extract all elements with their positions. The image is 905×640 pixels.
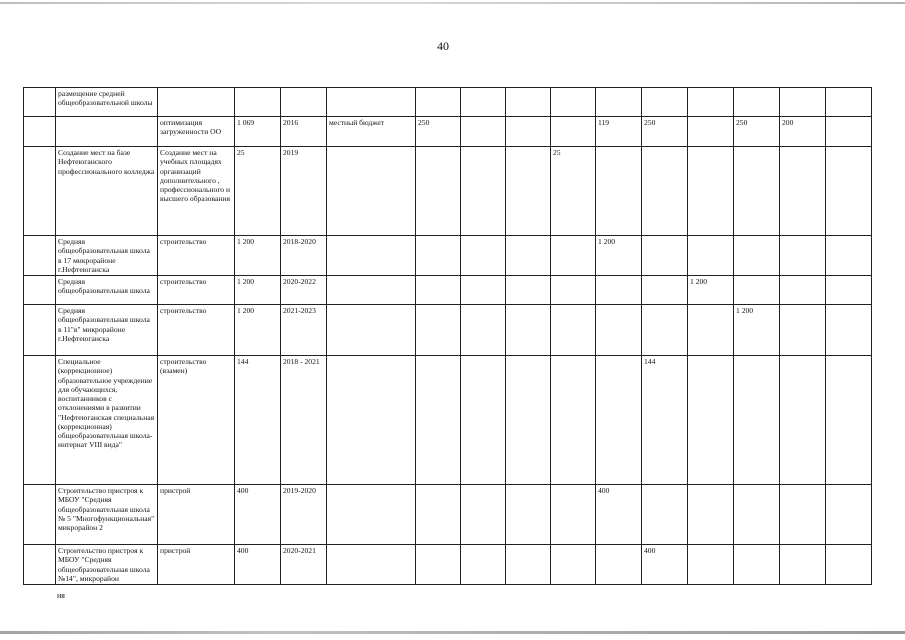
value-cell	[734, 236, 780, 276]
value-cell	[416, 545, 461, 585]
value-cell	[688, 117, 734, 147]
value-cell	[461, 305, 506, 356]
value-cell	[596, 545, 642, 585]
scan-edge-bottom	[0, 631, 905, 634]
value-cell	[506, 147, 551, 236]
value-cell	[416, 88, 461, 117]
object-name-cell: Средняя общеобразовательная школа в 17 микрорайоне г.Нефтеюганска	[56, 236, 158, 276]
value-cell: 25	[551, 147, 596, 236]
period-cell: 2020-2021	[281, 545, 327, 585]
value-cell	[506, 276, 551, 305]
period-cell: 2016	[281, 117, 327, 147]
value-cell: 200	[780, 117, 826, 147]
value-cell	[506, 305, 551, 356]
value-cell	[642, 88, 688, 117]
funding-source-cell	[327, 236, 416, 276]
capacity-cell: 144	[235, 356, 281, 485]
row-blank-cell	[24, 236, 56, 276]
object-name-cell: Создание мест на базе Нефтеюганского профессионального колледжа	[56, 147, 158, 236]
value-cell	[416, 305, 461, 356]
funding-source-cell	[327, 305, 416, 356]
value-cell	[780, 276, 826, 305]
funding-source-cell	[327, 356, 416, 485]
footer-text: ия	[57, 591, 65, 600]
value-cell	[461, 147, 506, 236]
value-cell	[551, 236, 596, 276]
value-cell	[780, 545, 826, 585]
value-cell	[642, 147, 688, 236]
row-blank-cell	[24, 276, 56, 305]
value-cell	[461, 236, 506, 276]
value-cell	[642, 236, 688, 276]
measure-cell: пристрой	[158, 545, 235, 585]
value-cell	[688, 88, 734, 117]
funding-source-cell	[327, 147, 416, 236]
value-cell	[734, 276, 780, 305]
object-name-cell: Специальное (коррекционное) образовательное учреждение для обучающихся, воспитанников с отклонениями в развитии "Нефтеюганская специальная (коррекционная) общеобразовательная школа-интернат VIII вида"	[56, 356, 158, 485]
capacity-cell: 1 200	[235, 236, 281, 276]
measure-cell: строительство	[158, 276, 235, 305]
measure-cell: Создание мест на учебных площадях организаций дополнительного , профессионального и высшего образования	[158, 147, 235, 236]
value-cell	[461, 485, 506, 545]
table-row	[24, 305, 872, 356]
value-cell: 144	[642, 356, 688, 485]
value-cell	[688, 356, 734, 485]
value-cell	[734, 485, 780, 545]
value-cell	[551, 356, 596, 485]
value-cell	[506, 485, 551, 545]
value-cell	[642, 276, 688, 305]
value-cell	[734, 88, 780, 117]
table-row	[24, 356, 872, 485]
capacity-cell	[235, 88, 281, 117]
value-cell	[688, 305, 734, 356]
table-row	[24, 147, 872, 236]
value-cell: 400	[596, 485, 642, 545]
value-cell: 1 200	[688, 276, 734, 305]
value-cell	[416, 236, 461, 276]
capacity-cell: 400	[235, 545, 281, 585]
capacity-cell: 1 200	[235, 276, 281, 305]
period-cell: 2021-2023	[281, 305, 327, 356]
value-cell	[551, 545, 596, 585]
value-cell	[551, 276, 596, 305]
object-name-cell: Средняя общеобразовательная школа	[56, 276, 158, 305]
row-blank-cell	[24, 88, 56, 117]
measure-cell	[158, 88, 235, 117]
value-cell	[506, 236, 551, 276]
period-cell: 2018 - 2021	[281, 356, 327, 485]
value-cell	[688, 485, 734, 545]
value-cell	[734, 356, 780, 485]
capacity-cell: 1 200	[235, 305, 281, 356]
period-cell: 2020-2022	[281, 276, 327, 305]
funding-source-cell	[327, 276, 416, 305]
value-cell	[826, 485, 872, 545]
row-blank-cell	[24, 117, 56, 147]
funding-source-cell: местный бюджет	[327, 117, 416, 147]
measure-cell: строительство	[158, 305, 235, 356]
value-cell	[416, 356, 461, 485]
funding-source-cell	[327, 88, 416, 117]
value-cell: 250	[416, 117, 461, 147]
value-cell	[461, 117, 506, 147]
value-cell	[826, 356, 872, 485]
value-cell	[780, 356, 826, 485]
funding-source-cell	[327, 485, 416, 545]
capacity-cell: 25	[235, 147, 281, 236]
value-cell	[416, 276, 461, 305]
value-cell	[506, 545, 551, 585]
value-cell	[551, 88, 596, 117]
value-cell	[596, 147, 642, 236]
value-cell	[688, 147, 734, 236]
value-cell: 250	[734, 117, 780, 147]
value-cell	[596, 276, 642, 305]
value-cell	[734, 147, 780, 236]
row-blank-cell	[24, 545, 56, 585]
value-cell	[642, 485, 688, 545]
row-blank-cell	[24, 485, 56, 545]
value-cell	[416, 147, 461, 236]
table-row	[24, 117, 872, 147]
value-cell	[506, 88, 551, 117]
value-cell	[688, 545, 734, 585]
value-cell	[826, 305, 872, 356]
value-cell	[461, 276, 506, 305]
page-number: 40	[437, 39, 449, 53]
table-row	[24, 276, 872, 305]
value-cell	[551, 117, 596, 147]
measure-cell: строительство (взамен)	[158, 356, 235, 485]
value-cell	[506, 117, 551, 147]
object-name-cell: Строительство пристроя к МБОУ "Средняя общеобразовательная школа № 5 "Многофункциональная" микрорайон 2	[56, 485, 158, 545]
value-cell	[551, 305, 596, 356]
value-cell	[596, 305, 642, 356]
value-cell	[826, 236, 872, 276]
table-row	[24, 88, 872, 117]
object-name-cell: Строительство пристроя к МБОУ "Средняя общеобразовательная школа №14", микрорайон	[56, 545, 158, 585]
value-cell	[416, 485, 461, 545]
value-cell: 400	[642, 545, 688, 585]
table-row	[24, 485, 872, 545]
object-name-cell: размещение средней общеобразовательной школы	[56, 88, 158, 117]
table-row	[24, 236, 872, 276]
value-cell	[780, 305, 826, 356]
value-cell	[826, 147, 872, 236]
value-cell	[826, 88, 872, 117]
measure-cell: пристрой	[158, 485, 235, 545]
value-cell	[461, 356, 506, 485]
period-cell: 2019	[281, 147, 327, 236]
value-cell	[506, 356, 551, 485]
object-name-cell	[56, 117, 158, 147]
value-cell	[461, 88, 506, 117]
value-cell	[461, 545, 506, 585]
capacity-cell: 400	[235, 485, 281, 545]
value-cell	[780, 236, 826, 276]
value-cell	[551, 485, 596, 545]
row-blank-cell	[24, 356, 56, 485]
value-cell	[642, 305, 688, 356]
value-cell	[780, 485, 826, 545]
row-blank-cell	[24, 305, 56, 356]
value-cell: 250	[642, 117, 688, 147]
value-cell: 1 200	[596, 236, 642, 276]
period-cell: 2019-2020	[281, 485, 327, 545]
period-cell: 2018-2020	[281, 236, 327, 276]
row-blank-cell	[24, 147, 56, 236]
data-table	[23, 87, 872, 585]
table-row	[24, 545, 872, 585]
object-name-cell: Средняя общеобразовательная школа в 11"в" микрорайоне г.Нефтеюганска	[56, 305, 158, 356]
value-cell	[596, 356, 642, 485]
value-cell	[826, 276, 872, 305]
scan-edge-top	[0, 2, 905, 4]
value-cell: 1 200	[734, 305, 780, 356]
value-cell	[596, 88, 642, 117]
value-cell	[826, 545, 872, 585]
measure-cell: оптимизация загруженности ОО	[158, 117, 235, 147]
measure-cell: строительство	[158, 236, 235, 276]
capacity-cell: 1 069	[235, 117, 281, 147]
value-cell	[826, 117, 872, 147]
value-cell	[780, 147, 826, 236]
value-cell	[688, 236, 734, 276]
value-cell	[780, 88, 826, 117]
period-cell	[281, 88, 327, 117]
value-cell: 119	[596, 117, 642, 147]
funding-source-cell	[327, 545, 416, 585]
value-cell	[734, 545, 780, 585]
